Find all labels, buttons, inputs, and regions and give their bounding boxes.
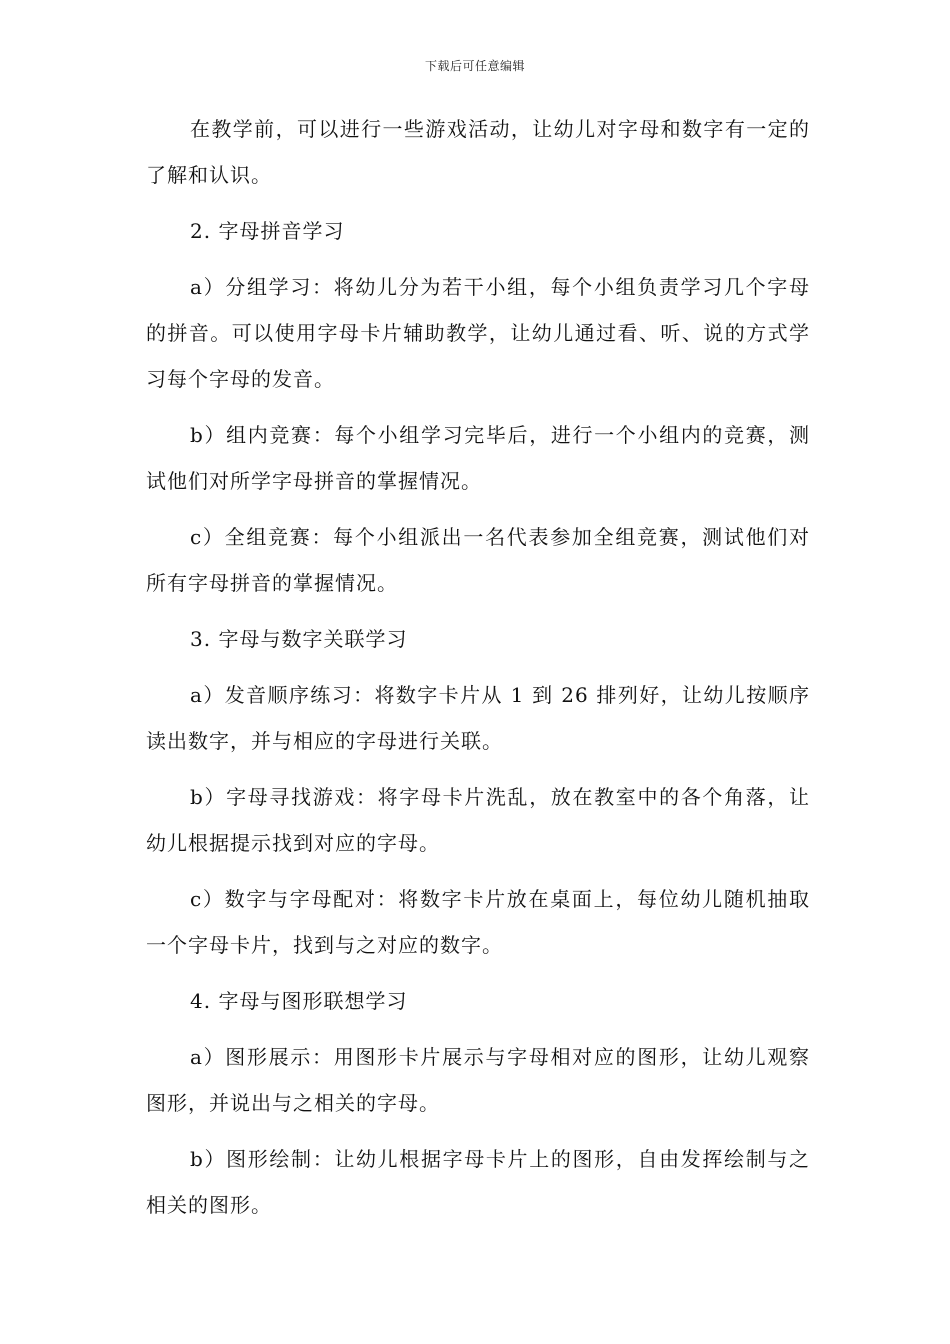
paragraph-group-contest: b）组内竞赛：每个小组学习完毕后，进行一个小组内的竞赛，测试他们对所学字母拼音的掌握情况。 [146, 423, 810, 493]
section-heading-shape-link: 4. 字母与图形联想学习 [190, 989, 408, 1013]
download-note: 下载后可任意编辑 [424, 59, 525, 73]
section-heading-number-link: 3. 字母与数字关联学习 [190, 627, 408, 651]
paragraph-number-match: c）数字与字母配对：将数字卡片放在桌面上，每位幼儿随机抽取一个字母卡片，找到与之对应的数字。 [146, 887, 810, 957]
intro-paragraph: 在教学前，可以进行一些游戏活动，让幼儿对字母和数字有一定的了解和认识。 [146, 117, 810, 187]
section-heading-pinyin: 2. 字母拼音学习 [190, 219, 345, 243]
document-body [146, 106, 810, 1238]
paragraph-order-practice: a）发音顺序练习：将数字卡片从 1 到 26 排列好，让幼儿按顺序读出数字，并与相应的字母进行关联。 [146, 683, 810, 753]
paragraph-letter-hunt: b）字母寻找游戏：将字母卡片洗乱，放在教室中的各个角落，让幼儿根据提示找到对应的字母。 [146, 785, 810, 855]
paragraph-group-study: a）分组学习：将幼儿分为若干小组，每个小组负责学习几个字母的拼音。可以使用字母卡片辅助教学，让幼儿通过看、听、说的方式学习每个字母的发音。 [146, 275, 810, 391]
paragraph-all-contest: c）全组竞赛：每个小组派出一名代表参加全组竞赛，测试他们对所有字母拼音的掌握情况。 [146, 525, 810, 595]
paragraph-shape-display: a）图形展示：用图形卡片展示与字母相对应的图形，让幼儿观察图形，并说出与之相关的字母。 [146, 1045, 810, 1115]
paragraph-shape-drawing: b）图形绘制：让幼儿根据字母卡片上的图形，自由发挥绘制与之相关的图形。 [146, 1147, 810, 1217]
